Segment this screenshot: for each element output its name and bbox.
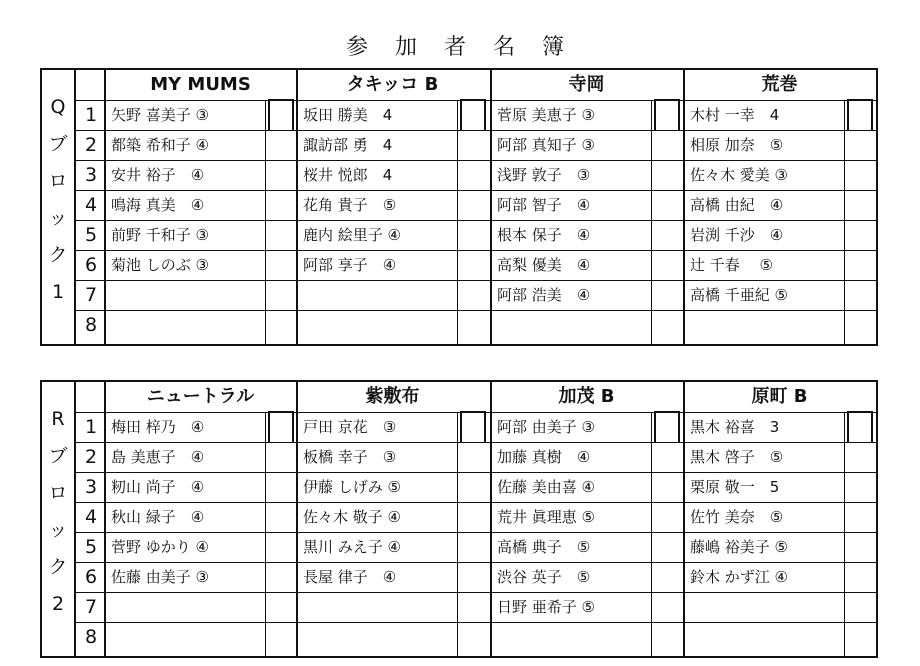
player-name: 高橋 典子 ⑤ xyxy=(497,538,591,556)
player-name: 根本 保子 ④ xyxy=(497,226,591,244)
player-name xyxy=(685,622,841,652)
block-label-char: ブ xyxy=(48,133,68,155)
player-name: 佐藤 美由喜 ④ xyxy=(497,478,595,496)
row-number: 6 xyxy=(84,254,98,276)
player-name: 黒木 啓子 ⑤ xyxy=(690,448,784,466)
block-label-char: ロ xyxy=(48,482,68,504)
player-name: 秋山 緑子 ④ xyxy=(111,508,205,526)
row-number: 2 xyxy=(84,134,98,156)
checkbox[interactable] xyxy=(460,99,486,130)
player-name: 長屋 律子 ④ xyxy=(303,568,397,586)
checkbox-column-divider xyxy=(265,412,266,656)
player-name xyxy=(106,592,262,622)
row-number: 2 xyxy=(84,446,98,468)
player-name: 菅野 ゆかり ④ xyxy=(111,538,209,556)
checkbox-column-divider xyxy=(651,412,652,656)
checkbox-column-divider xyxy=(265,100,266,344)
player-name xyxy=(685,592,841,622)
player-name: 阿部 真知子 ③ xyxy=(497,136,595,154)
player-name: 戸田 京花 ③ xyxy=(303,418,397,436)
player-name: 黒木 裕喜 3 xyxy=(690,418,780,436)
row-number: 3 xyxy=(84,164,98,186)
checkbox[interactable] xyxy=(268,411,294,442)
block-r2 xyxy=(40,380,878,658)
player-name xyxy=(685,310,841,340)
player-name: 高橋 千亜紀 ⑤ xyxy=(690,286,788,304)
player-name: 安井 裕子 ④ xyxy=(111,166,205,184)
player-name: 都築 希和子 ④ xyxy=(111,136,209,154)
row-number: 5 xyxy=(84,224,98,246)
player-name xyxy=(298,592,454,622)
row-number: 4 xyxy=(84,194,98,216)
team-name: ニュートラル xyxy=(146,386,255,407)
player-name xyxy=(298,310,454,340)
player-name: 阿部 智子 ④ xyxy=(497,196,591,214)
row-number: 7 xyxy=(84,596,98,618)
player-name xyxy=(106,622,262,652)
player-name: 加藤 真樹 ④ xyxy=(497,448,591,466)
checkbox-column-divider xyxy=(457,412,458,656)
player-name: 相原 加奈 ⑤ xyxy=(690,136,784,154)
player-name: 岩渕 千沙 ④ xyxy=(690,226,784,244)
team-name: 加茂 B xyxy=(558,386,615,407)
block-label-char: ク xyxy=(48,244,68,266)
player-name: 栗原 敬一 5 xyxy=(690,478,780,496)
block-label-char: 2 xyxy=(51,593,65,615)
row-number: 7 xyxy=(84,284,98,306)
player-name: 菊池 しのぶ ③ xyxy=(111,256,209,274)
player-name: 菅原 美恵子 ③ xyxy=(497,106,595,124)
block-label-char: Q xyxy=(50,96,66,118)
block-label-char: R xyxy=(51,408,65,430)
row-number: 4 xyxy=(84,506,98,528)
team-name: 荒巻 xyxy=(761,74,798,95)
checkbox-column-divider xyxy=(457,100,458,344)
page-title: 参 加 者 名 簿 xyxy=(346,35,574,60)
player-name: 日野 亜希子 ⑤ xyxy=(497,598,595,616)
checkbox-column-divider xyxy=(844,100,845,344)
row-number: 1 xyxy=(84,104,98,126)
block-label-char: ッ xyxy=(48,519,68,541)
row-number: 5 xyxy=(84,536,98,558)
checkbox[interactable] xyxy=(268,99,294,130)
block-q1 xyxy=(40,68,878,346)
player-name: 鹿内 絵里子 ④ xyxy=(303,226,401,244)
player-name: 佐々木 愛美 ③ xyxy=(690,166,788,184)
player-name: 渋谷 英子 ⑤ xyxy=(497,568,591,586)
player-name: 辻 千春 ⑤ xyxy=(690,256,773,274)
player-name xyxy=(298,622,454,652)
team-name: 紫敷布 xyxy=(365,386,420,407)
block-label-char: ク xyxy=(48,556,68,578)
team-name: タキッコ B xyxy=(346,74,439,95)
player-name: 坂田 勝美 4 xyxy=(303,106,393,124)
player-name: 矢野 喜美子 ③ xyxy=(111,106,209,124)
player-name xyxy=(106,310,262,340)
block-label-char: ブ xyxy=(48,445,68,467)
player-name xyxy=(492,310,648,340)
checkbox[interactable] xyxy=(460,411,486,442)
checkbox-column-divider xyxy=(651,100,652,344)
player-name: 佐藤 由美子 ③ xyxy=(111,568,209,586)
player-name: 佐々木 敬子 ④ xyxy=(303,508,401,526)
team-name: 寺岡 xyxy=(568,74,605,95)
player-name: 鳴海 真美 ④ xyxy=(111,196,205,214)
block-label-char: ッ xyxy=(48,207,68,229)
player-name: 島 美恵子 ④ xyxy=(111,448,205,466)
player-name: 籾山 尚子 ④ xyxy=(111,478,205,496)
player-name: 諏訪部 勇 4 xyxy=(303,136,393,154)
player-name: 阿部 由美子 ③ xyxy=(497,418,595,436)
checkbox[interactable] xyxy=(847,411,873,442)
player-name: 阿部 享子 ④ xyxy=(303,256,397,274)
player-name: 鈴木 かず江 ④ xyxy=(690,568,788,586)
row-number: 6 xyxy=(84,566,98,588)
player-name: 佐竹 美奈 ⑤ xyxy=(690,508,784,526)
player-name: 伊藤 しげみ ⑤ xyxy=(303,478,401,496)
player-name: 高梨 優美 ④ xyxy=(497,256,591,274)
player-name xyxy=(106,280,262,310)
player-name: 梅田 梓乃 ④ xyxy=(111,418,205,436)
player-name: 黒川 みえ子 ④ xyxy=(303,538,401,556)
player-name: 藤嶋 裕美子 ⑤ xyxy=(690,538,788,556)
checkbox[interactable] xyxy=(847,99,873,130)
player-name: 板橋 幸子 ③ xyxy=(303,448,397,466)
player-name: 木村 一幸 4 xyxy=(690,106,780,124)
player-name: 浅野 敦子 ③ xyxy=(497,166,591,184)
row-number: 8 xyxy=(84,314,98,336)
checkbox[interactable] xyxy=(654,99,680,130)
player-name: 前野 千和子 ③ xyxy=(111,226,209,244)
row-number: 8 xyxy=(84,626,98,648)
player-name: 桜井 悦郎 4 xyxy=(303,166,393,184)
block-label-char: ロ xyxy=(48,170,68,192)
player-name: 花角 貴子 ⑤ xyxy=(303,196,397,214)
player-name: 荒井 眞理恵 ⑤ xyxy=(497,508,595,526)
player-name: 高橋 由紀 ④ xyxy=(690,196,784,214)
block-label-char: 1 xyxy=(51,281,65,303)
player-name: 阿部 浩美 ④ xyxy=(497,286,591,304)
player-name xyxy=(492,622,648,652)
checkbox[interactable] xyxy=(654,411,680,442)
row-number: 3 xyxy=(84,476,98,498)
team-name: 原町 B xyxy=(751,386,808,407)
checkbox-column-divider xyxy=(844,412,845,656)
team-name: MY MUMS xyxy=(150,74,251,95)
player-name xyxy=(298,280,454,310)
row-number: 1 xyxy=(84,416,98,438)
